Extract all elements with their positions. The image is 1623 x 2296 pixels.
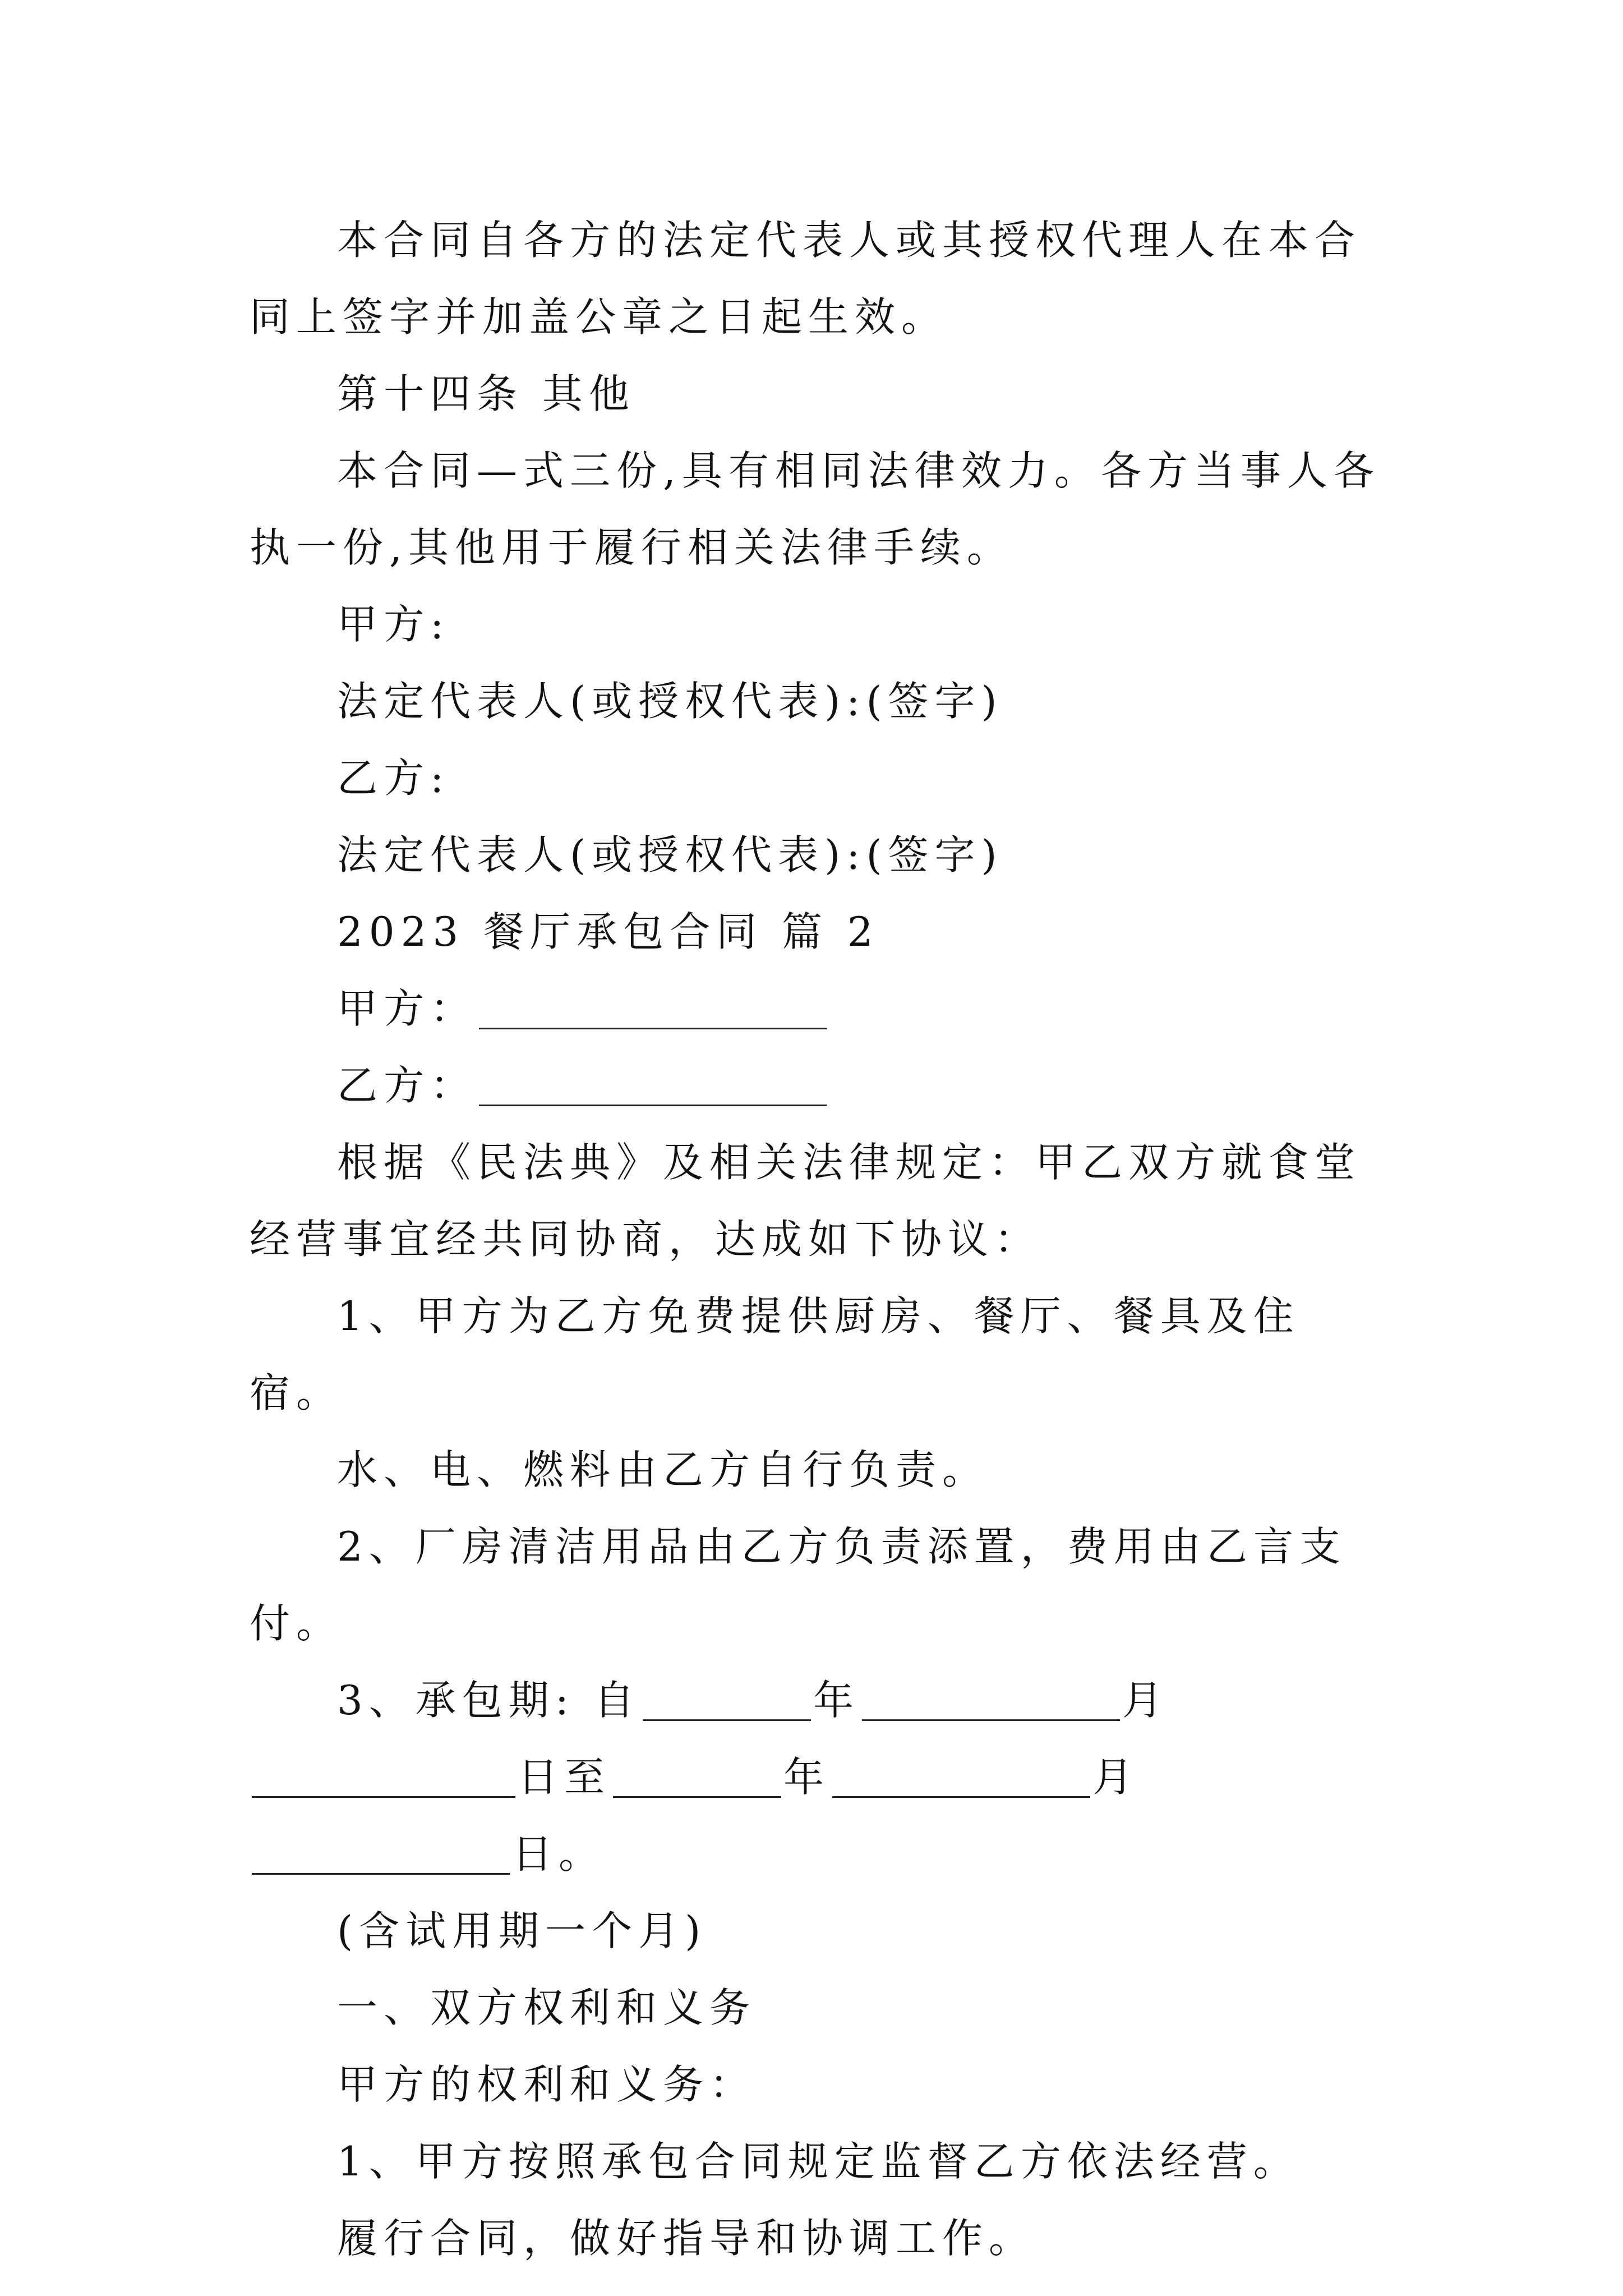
item-2: 2、厂房清洁用品由乙方负责添置，费用由乙言支付。 xyxy=(250,1523,1347,1647)
term-prefix: 3、承包期: 自 xyxy=(337,1677,640,1724)
party-a-signature: 法定代表人(或授权代表):(签字) xyxy=(337,678,1003,725)
term-day-end: 日。 xyxy=(512,1830,606,1878)
party-b-signature: 法定代表人(或授权代表):(签字) xyxy=(337,831,1003,878)
party-a-label: 甲方: xyxy=(337,601,450,648)
section-1-heading: 一、双方权利和义务 xyxy=(337,1984,757,2031)
party-b-field xyxy=(250,1047,1388,1124)
item-1: 1、甲方为乙方免费提供厨房、餐厅、餐具及住宿。 xyxy=(250,1292,1300,1416)
term-year: 年 xyxy=(813,1677,860,1724)
document-body xyxy=(250,202,1388,2277)
term-month-2: 月 xyxy=(1092,1754,1140,1801)
party-b-blank xyxy=(479,1071,827,1106)
effective-clause: 本合同自各方的法定代表人或其授权代理人在本合同上签字并加盖公章之日起生效。 xyxy=(250,217,1362,341)
article-14-heading: 第十四条 其他 xyxy=(337,370,635,417)
preamble: 根据《民法典》及相关法律规定：甲乙双方就食堂经营事宜经共同协商，达成如下协议： xyxy=(250,1139,1362,1263)
utilities-note: 水、电、燃料由乙方自行负责。 xyxy=(337,1446,989,1493)
party-b-field-label: 乙方： xyxy=(337,1062,477,1109)
end-month-blank xyxy=(832,1763,1090,1798)
start-month-blank xyxy=(862,1686,1120,1721)
term-day-to: 日至 xyxy=(518,1754,611,1801)
start-day-blank xyxy=(252,1763,515,1798)
term-year-2: 年 xyxy=(783,1754,831,1801)
party-a-field xyxy=(250,970,1388,1047)
start-year-blank xyxy=(643,1686,811,1721)
end-year-blank xyxy=(613,1763,781,1798)
end-day-blank xyxy=(252,1839,510,1875)
party-b-label: 乙方: xyxy=(337,754,450,802)
term-month: 月 xyxy=(1122,1677,1169,1724)
party-a-field-label: 甲方： xyxy=(337,985,477,1032)
duty-1: 1、甲方按照承包合同规定监督乙方依法经营。 xyxy=(337,2138,1300,2185)
party-a-duties-heading: 甲方的权利和义务： xyxy=(337,2061,757,2108)
trial-period-note: (含试用期一个月) xyxy=(337,1907,707,1954)
party-a-blank xyxy=(479,994,827,1029)
copies-clause: 本合同—式三份,具有相同法律效力。各方当事人各执一份,其他用于履行相关法律手续。 xyxy=(250,447,1380,571)
contract-2-title: 2023 餐厅承包合同 篇 2 xyxy=(337,908,879,955)
item-3-term xyxy=(250,1662,1388,1893)
duty-1-continued: 履行合同，做好指导和协调工作。 xyxy=(337,2215,1036,2262)
